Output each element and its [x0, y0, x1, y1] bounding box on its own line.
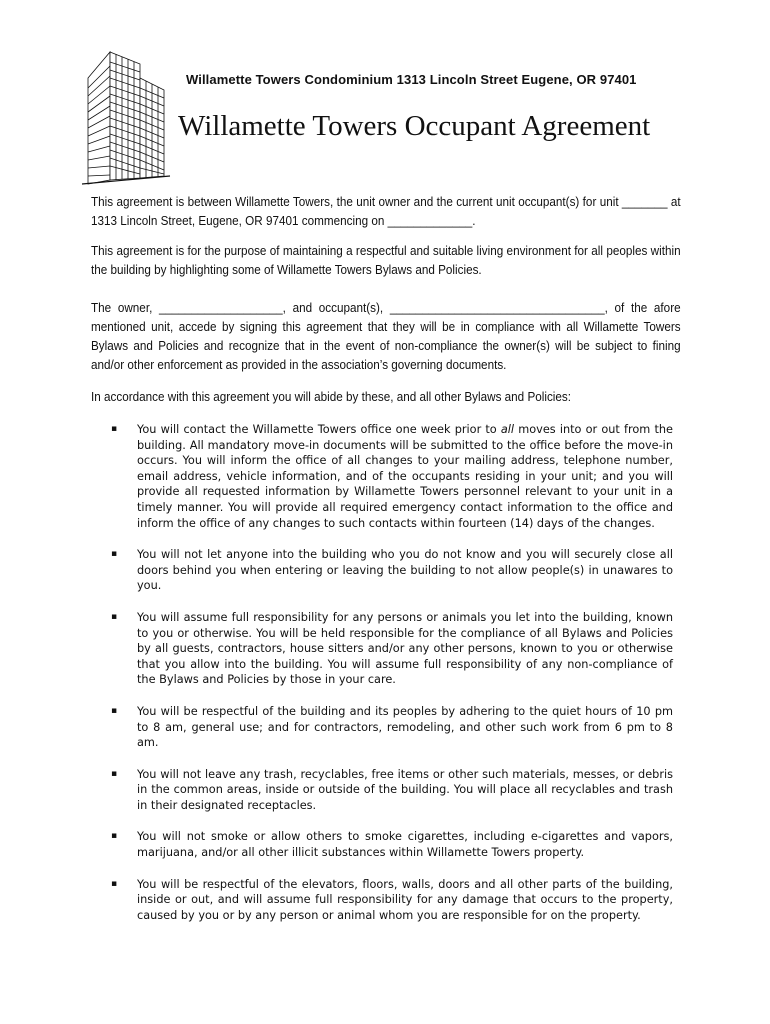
paragraph-intro-rules: In accordance with this agreement you will abide by these, and all other Bylaws and Policies: [91, 389, 572, 404]
rules-list [111, 422, 673, 939]
header-address: Willamette Towers Condominium 1313 Lincoln Street Eugene, OR 97401 [186, 72, 637, 87]
bullet-icon: ▪ [111, 424, 118, 434]
paragraph-parties: This agreement is between Willamette Towers, the unit owner and the current unit occupant(s) for unit _______ at 1313 Lincoln Street, Eugene, OR 97401 commencing on _____________. [91, 194, 681, 228]
list-item: ▪ You will not smoke or allow others to smoke cigarettes, including e-cigarettes and vapors, marijuana, and/or all other illicit substances within Willamette Towers property. [111, 830, 673, 860]
list-item: ▪ You will be respectful of the building and its peoples by adhering to the quiet hours of 10 pm to 8 am, general use; and for contractors, remodeling, and other such work from 6 pm to 8 am. [111, 704, 673, 750]
bullet-icon: ▪ [111, 549, 118, 560]
building-tower-icon [80, 38, 172, 188]
list-item: ▪ You will not leave any trash, recyclables, free items or other such materials, messes, or debris in the common areas, inside or outside of the building. You will place all recyclables and trash in their designated receptacles. [111, 767, 673, 812]
bullet-icon: ▪ [111, 768, 118, 779]
paragraph-owner-occupant: The owner, ___________________, and occupant(s), _________________________________, of the afore mentioned unit, accede by signing this agreement that they will be in compliance with all Willamette Towers Bylaws and Policies and recognize that in the event of non-compliance the owner(s) will be subject to fining and/or other enforcement as provided in the association’s governing documents. [91, 300, 681, 372]
bullet-icon: ▪ [111, 611, 118, 622]
bullet-icon: ▪ [111, 878, 118, 889]
document-title: Willamette Towers Occupant Agreement [178, 110, 651, 142]
list-item: ▪ You will be respectful of the elevators, floors, walls, doors and all other parts of the building, inside or out, and will assume full responsibility for any damage that occurs to the property, caused by you or by any person or animal whom you are responsible for on the property. [111, 877, 673, 922]
bullet-icon: ▪ [111, 705, 118, 716]
paragraph-purpose: This agreement is for the purpose of maintaining a respectful and suitable living environment for all peoples within the building by highlighting some of Willamette Towers Bylaws and Policies. [91, 243, 681, 277]
list-item: ▪ You will assume full responsibility for any persons or animals you let into the building, known to you or otherwise. You will be held responsible for the compliance of all Bylaws and Policies by all guests, contractors, house sitters and/or any other persons, known to you or otherwise that you allow into the building. You will assume full responsibility of any non-compliance of the Bylaws and Policies by those in your care. [111, 610, 673, 687]
list-item: ▪ You will contact the Willamette Towers office one week prior to all moves into or out from the building. All mandatory move-in documents will be submitted to the office before the move-in occurs. You will inform the office of all changes to your mailing address, telephone number, email address, vehicle information, and of the occupants residing in your unit; and you will provide all requested information by Willamette Towers personnel relevant to your unit in a timely manner. You will provide all required emergency contact information to the office and inform the office of any changes to such contacts within fourteen (14) days of the changes. [111, 423, 673, 530]
list-item: ▪ You will not let anyone into the building who you do not know and you will securely close all doors behind you when entering or leaving the building to not allow people(s) in unawares to you. [111, 548, 673, 593]
bullet-icon: ▪ [111, 831, 118, 842]
